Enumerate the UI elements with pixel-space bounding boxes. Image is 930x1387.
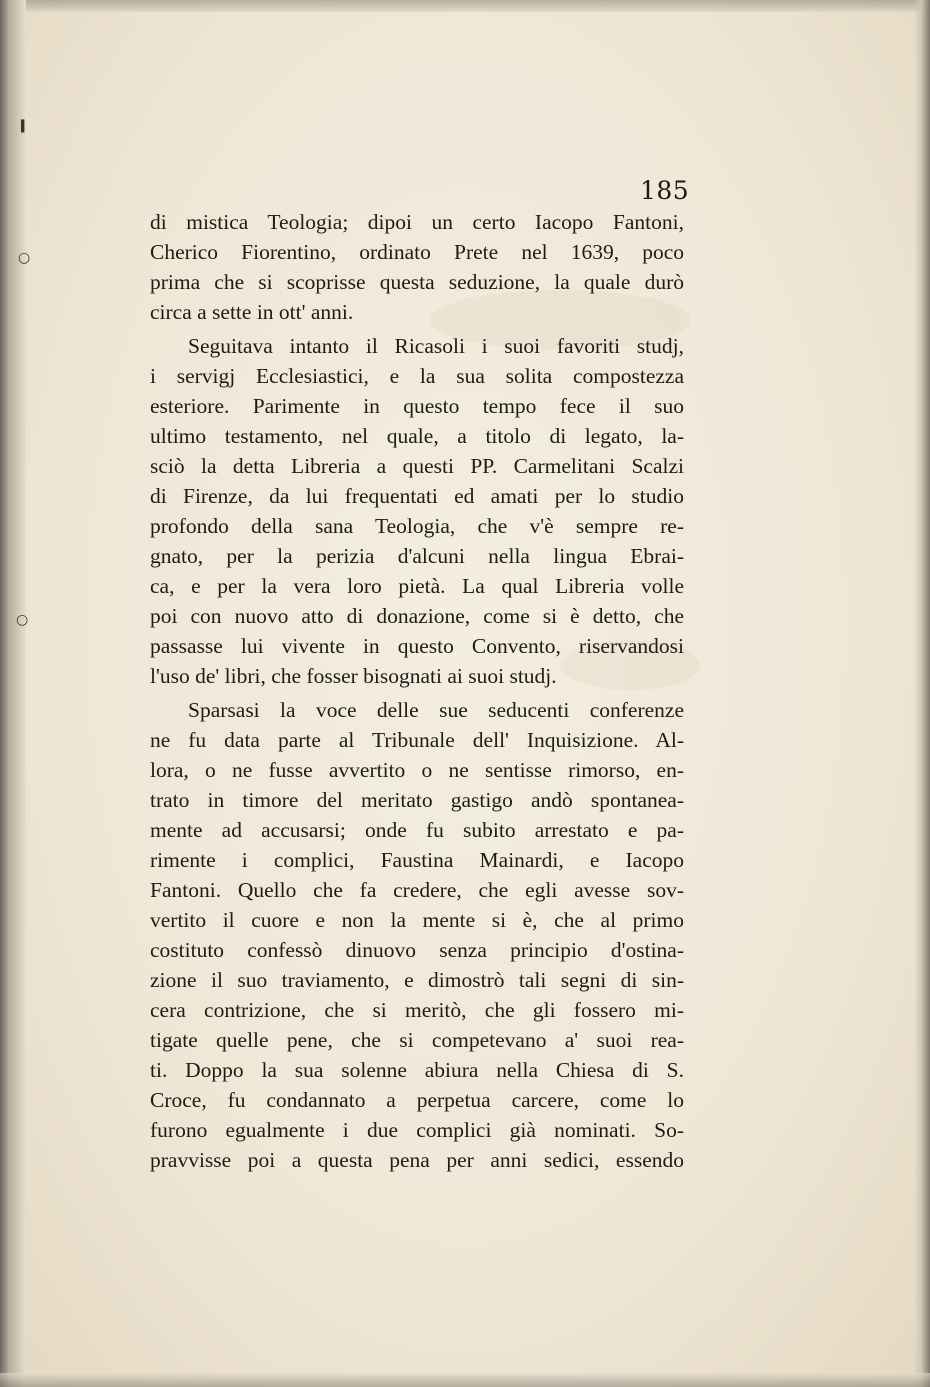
margin-hole-mark: ○	[18, 250, 31, 266]
text-line: prima che si scoprisse questa seduzione, la quale durò	[150, 270, 684, 294]
text-line: sciò la detta Libreria a questi PP. Carmelitani Scalzi	[150, 454, 684, 478]
text-line: furono egualmente i due complici già nominati. So-	[150, 1118, 684, 1142]
text-line: mente ad accusarsi; onde fu subito arrestato e pa-	[150, 818, 684, 842]
text-line: Croce, fu condannato a perpetua carcere, come lo	[150, 1088, 684, 1112]
page-gutter-shadow	[0, 0, 29, 1387]
text-line: di mistica Teologia; dipoi un certo Iacopo Fantoni,	[150, 210, 684, 234]
text-line: Fantoni. Quello che fa credere, che egli avesse sov-	[150, 878, 684, 902]
text-line: vertito il cuore e non la mente si è, che al primo	[150, 908, 684, 932]
text-line: trato in timore del meritato gastigo andò spontanea-	[150, 788, 684, 812]
text-line: profondo della sana Teologia, che v'è sempre re-	[150, 514, 684, 538]
text-line: tigate quelle pene, che si competevano a' suoi rea-	[150, 1028, 684, 1052]
page-edge-right	[914, 0, 930, 1387]
text-line: cera contrizione, che si meritò, che gli fossero mi-	[150, 998, 684, 1022]
page-edge-bottom	[0, 1373, 930, 1387]
text-line: passasse lui vivente in questo Convento, riservandosi	[150, 634, 684, 658]
page-edge-top	[0, 0, 930, 12]
text-line: ti. Doppo la sua solenne abiura nella Chiesa di S.	[150, 1058, 684, 1082]
text-line: ca, e per la vera loro pietà. La qual Libreria volle	[150, 574, 684, 598]
text-line: poi con nuovo atto di donazione, come si è detto, che	[150, 604, 684, 628]
margin-hole-mark: ○	[16, 612, 29, 628]
page-number: 185	[640, 176, 690, 205]
text-line: Seguitava intanto il Ricasoli i suoi favoriti studj,	[188, 334, 684, 358]
text-line: pravvisse poi a questa pena per anni sedici, essendo	[150, 1148, 684, 1172]
text-line: circa a sette in ott' anni.	[150, 300, 354, 324]
text-line: l'uso de' libri, che fosser bisognati ai suoi studj.	[150, 664, 557, 688]
text-line: Sparsasi la voce delle sue seducenti conferenze	[188, 698, 684, 722]
text-line: Cherico Fiorentino, ordinato Prete nel 1639, poco	[150, 240, 684, 264]
text-line: lora, o ne fusse avvertito o ne sentisse rimorso, en-	[150, 758, 684, 782]
margin-tick-mark: ╹	[16, 120, 30, 146]
text-line: costituto confessò dinuovo senza principio d'ostina-	[150, 938, 684, 962]
text-line: rimente i complici, Faustina Mainardi, e Iacopo	[150, 848, 684, 872]
text-line: di Firenze, da lui frequentati ed amati per lo studio	[150, 484, 684, 508]
text-line: i servigj Ecclesiastici, e la sua solita compostezza	[150, 364, 684, 388]
text-line: zione il suo traviamento, e dimostrò tali segni di sin-	[150, 968, 684, 992]
text-line: ultimo testamento, nel quale, a titolo di legato, la-	[150, 424, 684, 448]
text-line: esteriore. Parimente in questo tempo fece il suo	[150, 394, 684, 418]
text-line: gnato, per la perizia d'alcuni nella lingua Ebrai-	[150, 544, 684, 568]
text-line: ne fu data parte al Tribunale dell' Inquisizione. Al-	[150, 728, 684, 752]
